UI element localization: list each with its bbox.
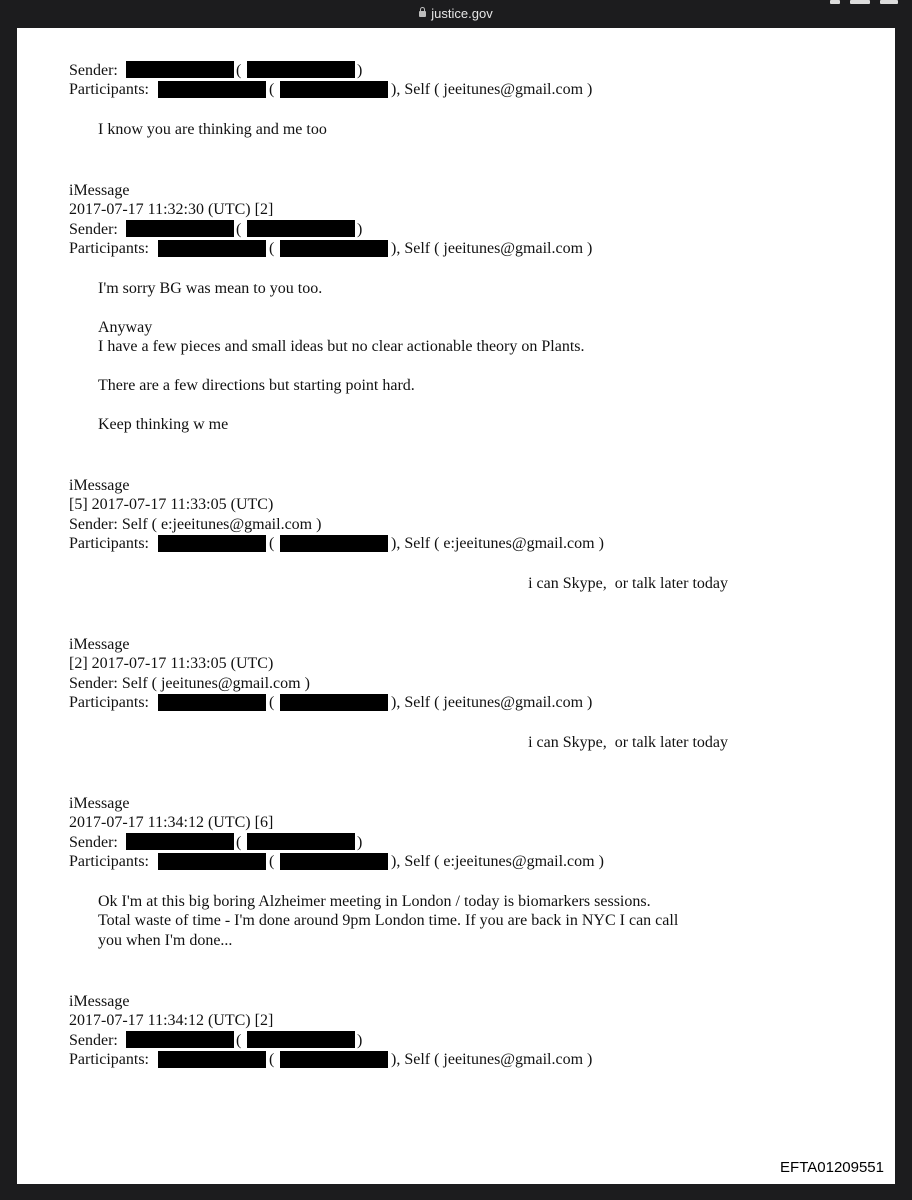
paren-close: ) bbox=[357, 221, 363, 238]
document-id: EFTA01209551 bbox=[780, 1159, 884, 1176]
message-timestamp: 2017-07-17 11:32:30 (UTC) [2] bbox=[69, 201, 274, 218]
redaction-box bbox=[280, 853, 388, 870]
participants-self: ), Self ( jeeitunes@gmail.com ) bbox=[391, 694, 593, 711]
participants-label: Participants: bbox=[69, 1051, 149, 1068]
redaction-box bbox=[126, 61, 234, 78]
message-type: iMessage bbox=[69, 795, 130, 812]
toolbar-control-icon[interactable] bbox=[880, 0, 898, 4]
sender-self: Sender: Self ( e:jeeitunes@gmail.com ) bbox=[69, 516, 322, 533]
participants-self: ), Self ( e:jeeitunes@gmail.com ) bbox=[391, 853, 604, 870]
redaction-box bbox=[158, 81, 266, 98]
paren-open: ( bbox=[236, 1032, 242, 1049]
redaction-box bbox=[158, 853, 266, 870]
paren-open: ( bbox=[269, 81, 275, 98]
message-text: I'm sorry BG was mean to you too. bbox=[98, 280, 323, 297]
participants-self: ), Self ( jeeitunes@gmail.com ) bbox=[391, 240, 593, 257]
participants-self: ), Self ( jeeitunes@gmail.com ) bbox=[391, 1051, 593, 1068]
toolbar-control-icon[interactable] bbox=[830, 0, 840, 4]
redaction-box bbox=[126, 1031, 234, 1048]
redaction-box bbox=[280, 1051, 388, 1068]
window-controls bbox=[820, 0, 898, 6]
redaction-box bbox=[280, 535, 388, 552]
redaction-box bbox=[158, 240, 266, 257]
url-text: justice.gov bbox=[431, 6, 493, 21]
message-text: Total waste of time - I'm done around 9pm London time. If you are back in NYC I can call bbox=[98, 912, 679, 929]
address-bar[interactable] bbox=[0, 5, 912, 23]
sender-label: Sender: bbox=[69, 1032, 118, 1049]
lock-icon bbox=[419, 11, 426, 17]
outgoing-message-text: i can Skype, or talk later today bbox=[528, 575, 728, 592]
participants-label: Participants: bbox=[69, 535, 149, 552]
participants-self: ), Self ( jeeitunes@gmail.com ) bbox=[391, 81, 593, 98]
paren-open: ( bbox=[269, 240, 275, 257]
message-timestamp: [5] 2017-07-17 11:33:05 (UTC) bbox=[69, 496, 274, 513]
sender-label: Sender: bbox=[69, 62, 118, 79]
toolbar-control-icon[interactable] bbox=[850, 0, 870, 4]
document-page bbox=[17, 28, 895, 1184]
redaction-box bbox=[280, 240, 388, 257]
paren-close: ) bbox=[357, 1032, 363, 1049]
message-type: iMessage bbox=[69, 636, 130, 653]
sender-label: Sender: bbox=[69, 834, 118, 851]
message-type: iMessage bbox=[69, 993, 130, 1010]
outgoing-message-text: i can Skype, or talk later today bbox=[528, 734, 728, 751]
message-type: iMessage bbox=[69, 477, 130, 494]
message-text: Anyway bbox=[98, 319, 153, 336]
sender-self: Sender: Self ( jeeitunes@gmail.com ) bbox=[69, 675, 310, 692]
redaction-box bbox=[280, 694, 388, 711]
paren-close: ) bbox=[357, 834, 363, 851]
paren-open: ( bbox=[236, 221, 242, 238]
redaction-box bbox=[126, 220, 234, 237]
paren-open: ( bbox=[269, 1051, 275, 1068]
participants-self: ), Self ( e:jeeitunes@gmail.com ) bbox=[391, 535, 604, 552]
paren-open: ( bbox=[269, 694, 275, 711]
participants-label: Participants: bbox=[69, 240, 149, 257]
redaction-box bbox=[247, 61, 355, 78]
message-text: you when I'm done... bbox=[98, 932, 233, 949]
redaction-box bbox=[158, 694, 266, 711]
message-text: I have a few pieces and small ideas but no clear actionable theory on Plants. bbox=[98, 338, 585, 355]
redaction-box bbox=[280, 81, 388, 98]
message-timestamp: [2] 2017-07-17 11:33:05 (UTC) bbox=[69, 655, 274, 672]
message-timestamp: 2017-07-17 11:34:12 (UTC) [2] bbox=[69, 1012, 274, 1029]
redaction-box bbox=[158, 1051, 266, 1068]
redaction-box bbox=[247, 833, 355, 850]
redaction-box bbox=[247, 220, 355, 237]
message-type: iMessage bbox=[69, 182, 130, 199]
redaction-box bbox=[126, 833, 234, 850]
participants-label: Participants: bbox=[69, 81, 149, 98]
redaction-box bbox=[247, 1031, 355, 1048]
message-text: Ok I'm at this big boring Alzheimer meeting in London / today is biomarkers sessions. bbox=[98, 893, 651, 910]
redaction-box bbox=[158, 535, 266, 552]
message-text: There are a few directions but starting point hard. bbox=[98, 377, 415, 394]
paren-open: ( bbox=[236, 834, 242, 851]
paren-open: ( bbox=[269, 853, 275, 870]
paren-open: ( bbox=[236, 62, 242, 79]
message-timestamp: 2017-07-17 11:34:12 (UTC) [6] bbox=[69, 814, 274, 831]
participants-label: Participants: bbox=[69, 694, 149, 711]
paren-open: ( bbox=[269, 535, 275, 552]
participants-label: Participants: bbox=[69, 853, 149, 870]
sender-label: Sender: bbox=[69, 221, 118, 238]
browser-toolbar bbox=[0, 0, 912, 28]
paren-close: ) bbox=[357, 62, 363, 79]
message-text: I know you are thinking and me too bbox=[98, 121, 327, 138]
message-text: Keep thinking w me bbox=[98, 416, 229, 433]
